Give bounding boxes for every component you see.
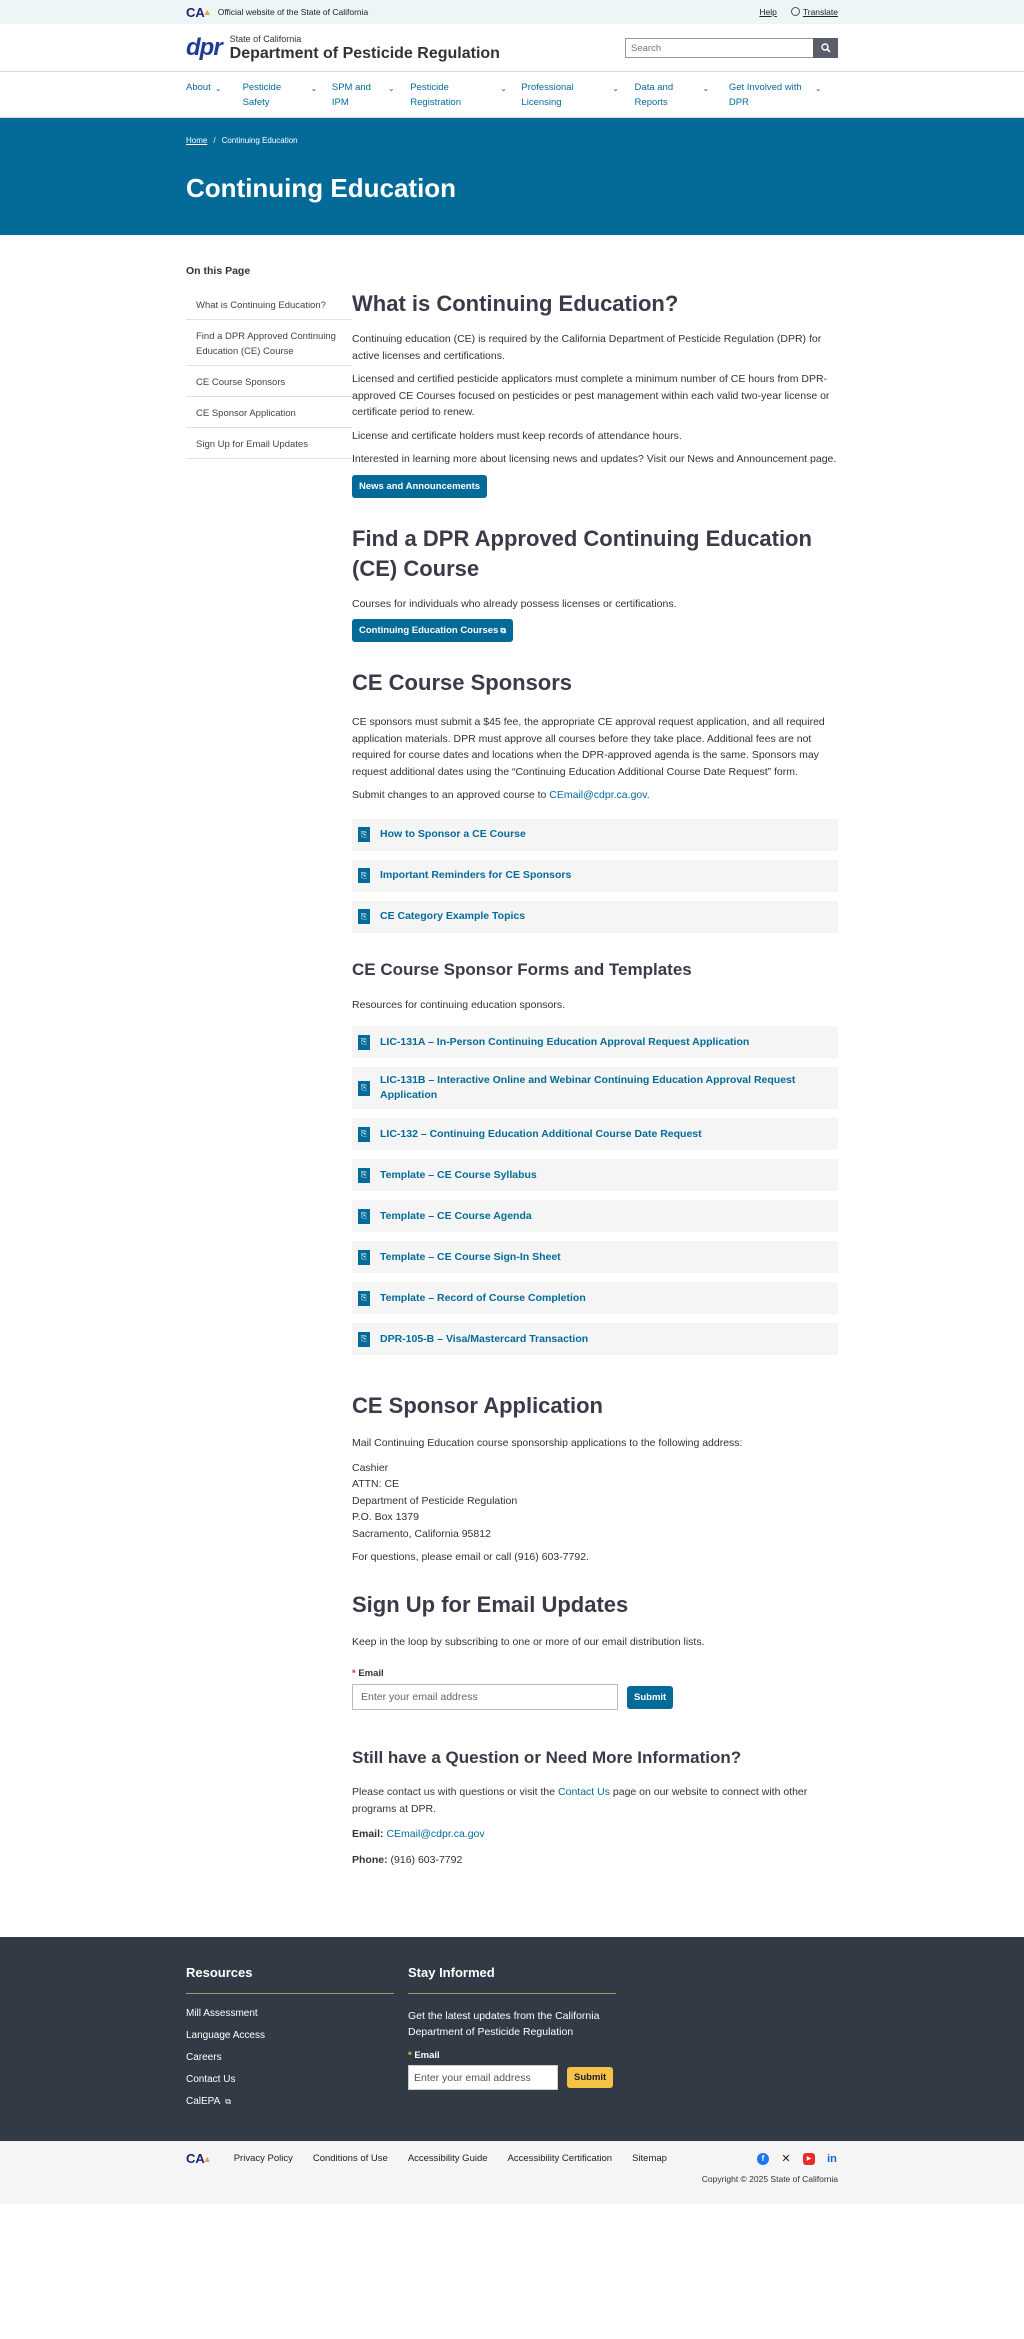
pdf-link-syllabus[interactable]: ⎘ Template – CE Course Syllabus — [352, 1159, 838, 1191]
x-icon[interactable]: ✕ — [781, 2153, 791, 2165]
footer-submit-button[interactable]: Submit — [567, 2067, 613, 2088]
footer-stay-text: Get the latest updates from the California Department of Pesticide Regulation — [408, 2010, 600, 2038]
chevron-down-icon: ⌄ — [612, 84, 620, 93]
paragraph: License and certificate holders must keep records of attendance hours. — [352, 429, 682, 442]
footer-link-contact-us[interactable]: Contact Us — [186, 2074, 236, 2085]
site-title[interactable] — [230, 34, 500, 63]
pdf-icon: ⎘ — [358, 1035, 370, 1050]
paragraph: Please contact us with questions or visit the Contact Us page on our website to connect with other programs at DPR. — [352, 1786, 808, 1815]
nav-get-involved[interactable]: Get Involved with DPR ⌄ — [728, 82, 822, 108]
paragraph: Licensed and certified pesticide applicators must complete a minimum number of CE hours from DPR-approved CE Courses focused on pesticides or pest management within each valid two-year license or certificate period to renew. — [352, 373, 830, 418]
breadcrumb-home[interactable]: Home — [186, 136, 208, 145]
search-form — [625, 38, 838, 58]
nav-spm-ipm[interactable]: SPM and IPM ⌄ — [331, 82, 395, 108]
pdf-link-dpr-105-b[interactable]: ⎘ DPR-105-B – Visa/Mastercard Transaction — [352, 1323, 838, 1355]
contact-email: Email: CEmail@cdpr.ca.gov — [352, 1828, 485, 1840]
site-footer — [0, 1937, 1024, 2141]
breadcrumb: Home / Continuing Education — [186, 136, 298, 145]
section-title-sponsors: CE Course Sponsors — [352, 670, 573, 695]
pdf-link-record-completion[interactable]: ⎘ Template – Record of Course Completion — [352, 1282, 838, 1314]
pdf-icon: ⎘ — [358, 1168, 370, 1183]
section-title-forms: CE Course Sponsor Forms and Templates — [352, 959, 692, 979]
breadcrumb-current: Continuing Education — [221, 136, 298, 145]
on-this-page-nav — [186, 265, 352, 1875]
main-navigation — [0, 72, 1024, 118]
branding-header — [0, 24, 1024, 72]
contact-us-link[interactable]: Contact Us — [558, 1786, 610, 1798]
department-name: Department of Pesticide Regulation — [229, 44, 500, 62]
nav-about[interactable]: About ⌄ — [186, 80, 243, 110]
main-content — [0, 235, 1024, 1937]
email-signup-form — [352, 1684, 838, 1710]
sidenav-item-what-is-ce[interactable]: What is Continuing Education? — [186, 289, 352, 320]
pdf-icon: ⎘ — [358, 1081, 370, 1096]
submit-button[interactable]: Submit — [627, 1686, 673, 1709]
globe-icon — [791, 7, 800, 16]
contact-email-link[interactable]: CEmail@cdpr.ca.gov — [386, 1828, 485, 1840]
section-title-sponsor-application: CE Sponsor Application — [352, 1393, 603, 1418]
chevron-down-icon: ⌄ — [500, 84, 507, 93]
footer-email-label: * Email — [408, 2050, 440, 2061]
pdf-icon: ⎘ — [358, 868, 370, 883]
news-announcements-button[interactable]: News and Announcements — [352, 475, 487, 498]
nav-professional-licensing[interactable]: Professional Licensing ⌄ — [521, 82, 620, 108]
ca-gov-logo-footer[interactable]: CA ▲ — [186, 2151, 212, 2166]
pdf-icon: ⎘ — [358, 909, 370, 924]
footer-link-language-access[interactable]: Language Access — [186, 2030, 265, 2041]
sidenav-item-email-updates[interactable]: Sign Up for Email Updates — [186, 428, 352, 459]
mailing-address: Cashier ATTN: CE Department of Pesticide Regulation P.O. Box 1379 Sacramento, California 95812 — [352, 1461, 518, 1540]
chevron-down-icon: ⌄ — [702, 84, 710, 93]
paragraph: Courses for individuals who already possess licenses or certifications. — [352, 597, 677, 610]
section-title-email-updates: Sign Up for Email Updates — [352, 1591, 629, 1617]
footer-link-careers[interactable]: Careers — [186, 2052, 222, 2063]
page-hero — [0, 118, 1024, 235]
section-title-questions: Still have a Question or Need More Information? — [352, 1748, 742, 1767]
footer-email-input[interactable] — [408, 2065, 558, 2090]
chevron-down-icon: ⌄ — [387, 84, 395, 93]
chevron-down-icon: ⌄ — [310, 84, 318, 93]
sitemap-link[interactable]: Sitemap — [632, 2153, 667, 2164]
footer-stay-title: Stay Informed — [408, 1965, 616, 1994]
paragraph: Interested in learning more about licensing news and updates? Visit our News and Announcement page. — [352, 453, 837, 465]
footer-link-mill-assessment[interactable]: Mill Assessment — [186, 2008, 258, 2019]
pdf-link-important-reminders[interactable]: ⎘ Important Reminders for CE Sponsors — [352, 860, 838, 892]
section-title-find-course: Find a DPR Approved Continuing Education (CE) Course — [352, 525, 812, 581]
chevron-down-icon: ⌄ — [814, 84, 822, 93]
paragraph: Mail Continuing Education course sponsorship applications to the following address: — [352, 1437, 743, 1449]
nav-pesticide-safety[interactable]: Pesticide Safety ⌄ — [242, 82, 318, 108]
facebook-icon[interactable]: f — [757, 2153, 769, 2165]
search-icon — [821, 43, 831, 53]
ce-email-link[interactable]: CEmail@cdpr.ca.gov — [549, 789, 647, 801]
pdf-link-how-to-sponsor[interactable]: ⎘ How to Sponsor a CE Course — [352, 819, 838, 851]
paragraph: Continuing education (CE) is required by the California Department of Pesticide Regulation (DPR) for active licenses and certifications. — [352, 333, 822, 362]
article — [352, 265, 838, 1875]
sidenav-item-sponsor-application[interactable]: CE Sponsor Application — [186, 397, 352, 428]
conditions-of-use-link[interactable]: Conditions of Use — [312, 2153, 388, 2164]
dpr-logo[interactable]: dpr — [186, 34, 222, 61]
search-input[interactable] — [625, 38, 813, 58]
ca-gov-logo[interactable]: CA ▲ — [186, 4, 212, 20]
chevron-down-icon: ⌄ — [214, 84, 222, 93]
sidenav-item-sponsors[interactable]: CE Course Sponsors — [186, 366, 352, 397]
state-label: State of California — [229, 33, 302, 44]
youtube-icon[interactable]: ▶ — [803, 2153, 815, 2165]
bear-icon: ▲ — [202, 7, 212, 17]
sidenav-item-find-course[interactable]: Find a DPR Approved Continuing Education (CE) Course — [186, 320, 352, 366]
copyright: Copyright © 2025 State of California — [701, 2174, 838, 2184]
help-link[interactable]: Help — [759, 7, 777, 17]
social-links — [757, 2153, 838, 2165]
footer-resources-title: Resources — [186, 1965, 394, 1994]
pdf-icon: ⎘ — [358, 827, 370, 842]
pdf-icon: ⎘ — [358, 1209, 370, 1224]
search-button[interactable] — [813, 38, 838, 58]
privacy-policy-link[interactable]: Privacy Policy — [233, 2153, 293, 2164]
pdf-link-sign-in-sheet[interactable]: ⎘ Template – CE Course Sign-In Sheet — [352, 1241, 838, 1273]
page-title: Continuing Education — [186, 173, 457, 203]
ce-courses-button[interactable]: Continuing Education Courses ⧉ — [352, 619, 513, 642]
paragraph: Resources for continuing education sponsors. — [352, 998, 566, 1011]
email-input[interactable] — [352, 1684, 618, 1710]
linkedin-icon[interactable]: in — [827, 2152, 837, 2165]
section-title-what-is-ce: What is Continuing Education? — [352, 291, 679, 316]
forms-links — [352, 1026, 838, 1355]
on-this-page-title: On this Page — [186, 265, 251, 277]
utility-bar — [0, 0, 1024, 24]
bottom-bar — [0, 2141, 1024, 2204]
external-link-icon: ⧉ — [225, 2097, 231, 2106]
sponsor-links — [352, 819, 838, 933]
official-site-text: Official website of the State of California — [217, 7, 369, 17]
pdf-link-lic-131b[interactable]: ⎘ LIC-131B – Interactive Online and Webinar Continuing Education Approval Request Application — [352, 1067, 838, 1109]
footer-stay-informed — [408, 1965, 616, 2118]
nav-data-reports[interactable]: Data and Reports ⌄ — [634, 82, 710, 108]
pdf-link-agenda[interactable]: ⎘ Template – CE Course Agenda — [352, 1200, 838, 1232]
pdf-icon: ⎘ — [358, 1127, 370, 1142]
pdf-link-category-topics[interactable]: ⎘ CE Category Example Topics — [352, 901, 838, 933]
accessibility-certification-link[interactable]: Accessibility Certification — [507, 2153, 613, 2164]
pdf-link-lic-131a[interactable]: ⎘ LIC-131A – In-Person Continuing Education Approval Request Application — [352, 1026, 838, 1058]
paragraph: For questions, please email or call (916) 603-7792. — [352, 1551, 589, 1563]
footer-resources — [186, 1965, 394, 2118]
paragraph: Submit changes to an approved course to CEmail@cdpr.ca.gov. — [352, 789, 650, 801]
nav-pesticide-registration[interactable]: Pesticide Registration ⌄ — [410, 82, 507, 108]
external-link-icon: ⧉ — [500, 626, 507, 635]
contact-phone: Phone: (916) 603-7792 — [352, 1853, 463, 1866]
footer-email-form — [408, 2065, 616, 2090]
translate-link[interactable]: Translate — [791, 7, 838, 17]
pdf-icon: ⎘ — [358, 1291, 370, 1306]
bear-icon: ▲ — [202, 2153, 212, 2164]
pdf-link-lic-132[interactable]: ⎘ LIC-132 – Continuing Education Additional Course Date Request — [352, 1118, 838, 1150]
paragraph: Keep in the loop by subscribing to one or more of our email distribution lists. — [352, 1635, 705, 1648]
pdf-icon: ⎘ — [358, 1332, 370, 1347]
pdf-icon: ⎘ — [358, 1250, 370, 1265]
paragraph: CE sponsors must submit a $45 fee, the appropriate CE approval request application, and all required application materials. DPR must approve all courses before they take place. Additional fees are not required for course dates and locations when the DPR-approved agenda is the same. Sponsors may request additional dates using the “Continuing Education Additional Course Date Request” form. — [352, 716, 825, 778]
accessibility-guide-link[interactable]: Accessibility Guide — [407, 2153, 488, 2164]
footer-link-calepa[interactable]: CalEPA ⧉ — [186, 2096, 231, 2107]
email-label: * Email — [352, 1668, 384, 1679]
